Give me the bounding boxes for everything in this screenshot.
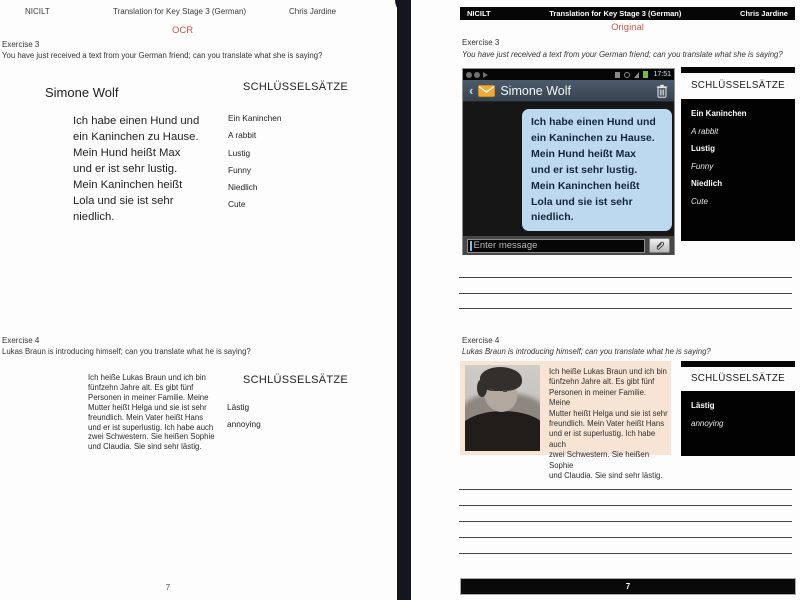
boy-photo <box>465 365 540 451</box>
key-de: Ein Kaninchen <box>691 109 747 118</box>
intro-text <box>549 367 669 481</box>
header-author: Chris Jardine <box>289 7 337 16</box>
exercise4-label: Exercise 4 <box>462 336 500 345</box>
key-en: annoying <box>691 418 724 428</box>
key-column-rule <box>681 361 795 367</box>
phone-conversation-header <box>463 80 674 102</box>
intro-line: Personen in meiner Familie. Meine <box>549 387 647 408</box>
intro-line: Mutter heißt Helga und sie ist sehr <box>549 408 668 418</box>
exercise3-prompt: You have just received a text from your German friend; can you translate what she is saying? <box>2 51 323 60</box>
page-number: 7 <box>165 583 171 592</box>
answer-line <box>459 505 792 506</box>
photo-eye <box>490 389 494 391</box>
header-author: Chris Jardine <box>740 9 788 18</box>
page-number: 7 <box>625 582 631 591</box>
envelope-icon <box>478 85 495 97</box>
key-de: Ein Kaninchen <box>228 113 282 123</box>
ocr-message-text <box>73 113 199 225</box>
page-footer <box>460 578 796 595</box>
photo-coat <box>465 411 540 451</box>
intro-line: Personen in meiner Familie. Meine <box>88 392 209 402</box>
back-chevron-icon[interactable]: ‹ <box>469 83 474 98</box>
version-label-ocr: OCR <box>171 25 194 36</box>
key-en: annoying <box>227 419 261 430</box>
exercise3-prompt: You have just received a text from your German friend; can you translate what she is saying? <box>462 50 783 59</box>
key-phrases-list <box>227 399 261 434</box>
key-en: Cute <box>228 199 246 210</box>
signal-icon <box>634 72 639 78</box>
message-line: Lola und sie ist sehr <box>73 195 174 207</box>
message-placeholder: Enter message <box>473 240 538 251</box>
exercise3-label: Exercise 3 <box>462 38 500 47</box>
header-title: Translation for Key Stage 3 (German) <box>113 7 247 16</box>
exercise4-panel <box>460 361 671 481</box>
answer-line <box>459 489 792 490</box>
trash-icon[interactable] <box>656 84 668 98</box>
battery-icon <box>643 71 648 78</box>
key-en: A rabbit <box>228 130 257 141</box>
header-bar <box>460 7 795 20</box>
phone-status-bar <box>463 69 674 80</box>
exercise4-label: Exercise 4 <box>2 336 40 345</box>
exercise4-prompt: Lukas Braun is introducing himself; can you translate what he is saying? <box>2 347 251 356</box>
message-line: ein Kaninchen zu Hause. <box>73 131 199 143</box>
paperclip-icon <box>654 240 665 251</box>
ocr-intro-text <box>88 373 218 452</box>
intro-line: fünfzehn Jahre alt. Es gibt fünf <box>549 377 655 387</box>
text-caret <box>470 241 472 251</box>
intro-line: fünfzehn Jahre alt. Es gibt fünf <box>88 382 194 392</box>
key-phrases-header: SCHLÜSSELSÄTZE <box>690 373 786 384</box>
answer-line <box>459 277 792 278</box>
intro-line: zwei Schwestern. Sie heißen Sophie <box>549 450 650 470</box>
intro-line: freundlich. Mein Vater heißt Hans <box>88 412 204 422</box>
key-de: Niedlich <box>228 182 258 193</box>
bubble-line: Mein Kaninchen heißt <box>531 179 640 192</box>
message-line: Mein Kaninchen heißt <box>73 179 183 191</box>
message-sender: Simone Wolf <box>45 85 119 100</box>
page-original <box>411 0 800 600</box>
bubble-line: Lola und sie ist sehr <box>531 195 633 208</box>
contact-name: Simone Wolf <box>500 83 571 98</box>
answer-line <box>459 293 792 294</box>
key-de: Lästig <box>227 402 250 412</box>
alarm-icon <box>624 72 630 78</box>
exercise3-label: Exercise 3 <box>2 40 40 49</box>
bubble-line: Mein Hund heißt Max <box>531 147 636 160</box>
phone-input-bar <box>463 236 674 255</box>
phone-message-area <box>463 102 674 236</box>
notification-icon <box>466 72 472 78</box>
answer-line <box>459 537 792 538</box>
play-store-icon <box>483 72 488 78</box>
answer-line <box>459 521 792 522</box>
page-ocr <box>0 0 397 600</box>
header-org: NICILT <box>25 7 50 16</box>
received-message-bubble <box>522 109 672 231</box>
bubble-line: Ich habe einen Hund und <box>531 116 656 128</box>
message-line: Ich habe einen Hund und <box>73 115 200 127</box>
attach-button[interactable] <box>649 238 670 253</box>
intro-line: und er ist superlustig. Ich habe auch <box>88 422 214 432</box>
page-divider <box>397 0 411 600</box>
key-de: Niedlich <box>691 179 723 188</box>
message-line: und er ist sehr lustig. <box>73 163 178 175</box>
intro-line: und Claudia. Sie sind sehr lästig. <box>549 471 663 481</box>
intro-line: Ich heiße Lukas Braun und ich bin <box>549 367 667 376</box>
intro-line: und Claudia. Sie sind sehr lästig. <box>88 442 202 452</box>
exercise4-prompt: Lukas Braun is introducing himself; can you translate what he is saying? <box>462 347 711 356</box>
bubble-line: ein Kaninchen zu Hause. <box>531 131 655 144</box>
mute-icon <box>615 72 620 78</box>
bubble-line: und er ist sehr lustig. <box>531 163 638 176</box>
message-line: niedlich. <box>73 211 115 223</box>
version-label-original: Original <box>611 22 644 33</box>
message-input[interactable] <box>467 239 645 253</box>
notification-icon <box>474 72 480 78</box>
intro-line: freundlich. Mein Vater heißt Hans <box>549 419 665 429</box>
phone-screenshot <box>462 68 675 255</box>
key-de: Lustig <box>228 147 251 158</box>
key-en: Cute <box>691 196 708 206</box>
answer-line <box>459 308 792 309</box>
intro-line: Mutter heißt Helga und sie ist sehr <box>88 402 207 412</box>
intro-line: und er ist superlustig. Ich habe auch <box>549 429 656 449</box>
key-phrases-header: SCHLÜSSELSÄTZE <box>243 374 349 386</box>
header-title: Translation for Key Stage 3 (German) <box>549 9 682 18</box>
photo-hair <box>477 379 487 397</box>
photo-eye <box>503 390 507 392</box>
key-en: A rabbit <box>691 126 719 136</box>
message-line: Mein Hund heißt Max <box>73 147 181 159</box>
key-en: Funny <box>691 161 714 171</box>
bubble-line: niedlich. <box>531 211 574 224</box>
clock-time: 17:51 <box>653 71 671 78</box>
header-org: NICILT <box>467 9 491 18</box>
intro-line: zwei Schwestern. Sie heißen Sophie <box>88 432 215 442</box>
key-phrases-header: SCHLÜSSELSÄTZE <box>243 81 349 93</box>
key-en: Funny <box>228 164 252 175</box>
key-phrases-box <box>681 391 795 456</box>
key-de: Lustig <box>691 144 715 153</box>
key-de: Lästig <box>691 401 715 410</box>
key-phrases-list <box>228 110 282 214</box>
key-phrases-header: SCHLÜSSELSÄTZE <box>690 80 786 91</box>
intro-line: Ich heiße Lukas Braun und ich bin <box>88 373 206 382</box>
key-phrases-box <box>681 99 795 241</box>
key-column-rule <box>681 67 795 73</box>
answer-line <box>459 553 792 554</box>
